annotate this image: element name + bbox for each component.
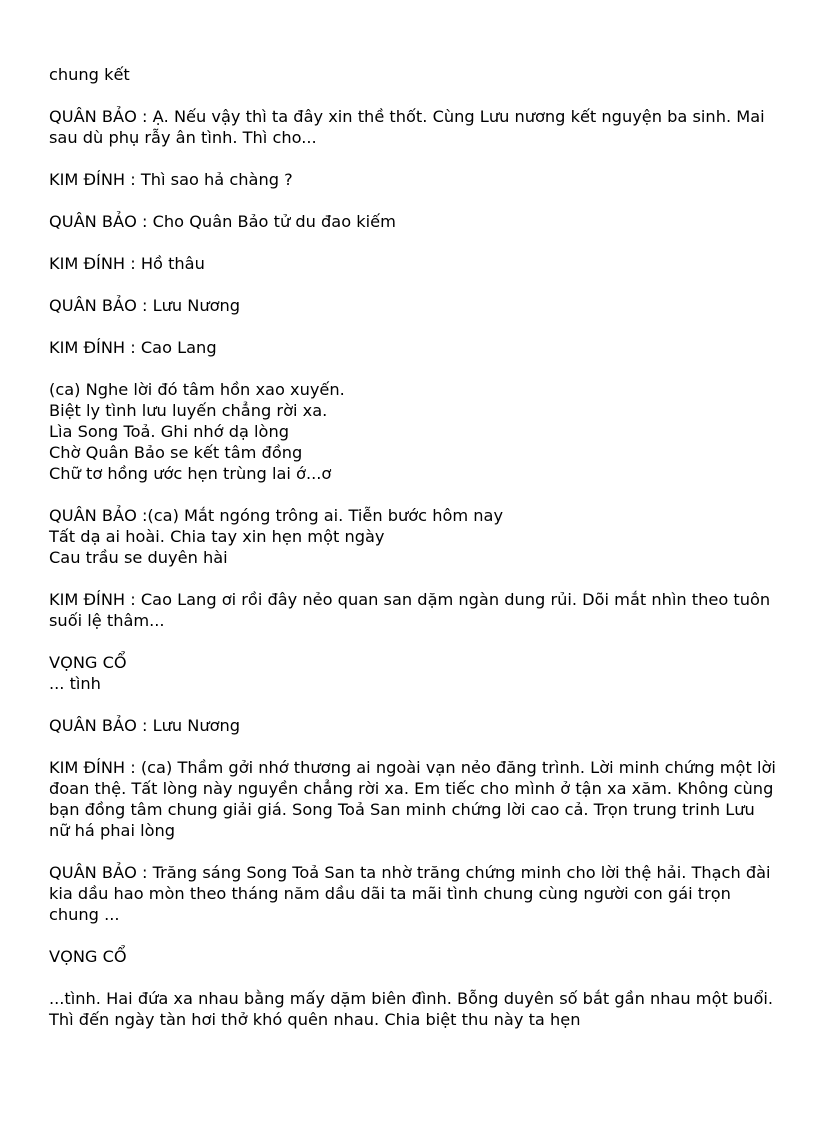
document-page [49,64,779,1051]
paragraph-1: chung kết [49,65,130,84]
paragraph-7: KIM ĐÍNH : Cao Lang [49,338,217,357]
paragraph-12: QUÂN BẢO : Lưu Nương [49,716,241,735]
paragraph-10: KIM ĐÍNH : Cao Lang ơi rồi đây nẻo quan san dặm ngàn dung rủi. Dõi mắt nhìn theo tuôn suối lệ thâm... [49,590,771,630]
song-verse-1: (ca) Nghe lời đó tâm hồn xao xuyến. Biệt ly tình lưu luyến chẳng rời xa. Lìa Song Toả. Ghi nhớ dạ lòng Chờ Quân Bảo se kết tâm đồng Chữ tơ hồng ước hẹn trùng lai ớ...ơ [49,380,345,483]
paragraph-2: QUÂN BẢO : Ạ. Nếu vậy thì ta đây xin thề thốt. Cùng Lưu nương kết nguyện ba sinh. Mai sau dù phụ rẫy ân tình. Thì cho... [49,107,765,147]
paragraph-3: KIM ĐÍNH : Thì sao hả chàng ? [49,170,293,189]
paragraph-5: KIM ĐÍNH : Hồ thâu [49,254,205,273]
paragraph-14: QUÂN BẢO : Trăng sáng Song Toả San ta nhờ trăng chứng minh cho lời thệ hải. Thạch đài kia dầu hao mòn theo tháng năm dầu dãi ta mãi tình chung cùng người con gái trọn chung ... [49,863,771,924]
paragraph-6: QUÂN BẢO : Lưu Nương [49,296,241,315]
paragraph-13: KIM ĐÍNH : (ca) Thầm gởi nhớ thương ai ngoài vạn nẻo đăng trình. Lời minh chứng một lời đoan thệ. Tất lòng này nguyền chẳng rời xa. Em tiếc cho mình ở tận xa xăm. Không cùng bạn đồng tâm chung giải giá. Song Toả San minh chứng lời cao cả. Trọn trung trinh Lưu nữ há phai lòng [49,758,776,840]
section-heading-vong-co-2: VỌNG CỔ [49,947,127,966]
section-heading-vong-co-1: VỌNG CỔ ... tình [49,653,127,693]
song-verse-2: QUÂN BẢO :(ca) Mắt ngóng trông ai. Tiễn bước hôm nay Tất dạ ai hoài. Chia tay xin hẹn một ngày Cau trầu se duyên hài [49,506,504,567]
paragraph-16: ...tình. Hai đứa xa nhau bằng mấy dặm biên đình. Bỗng duyên số bắt gần nhau một buổi. Thì đến ngày tàn hơi thở khó quên nhau. Chia biệt thu này ta hẹn [49,989,774,1029]
paragraph-4: QUÂN BẢO : Cho Quân Bảo tử du đao kiếm [49,212,396,231]
